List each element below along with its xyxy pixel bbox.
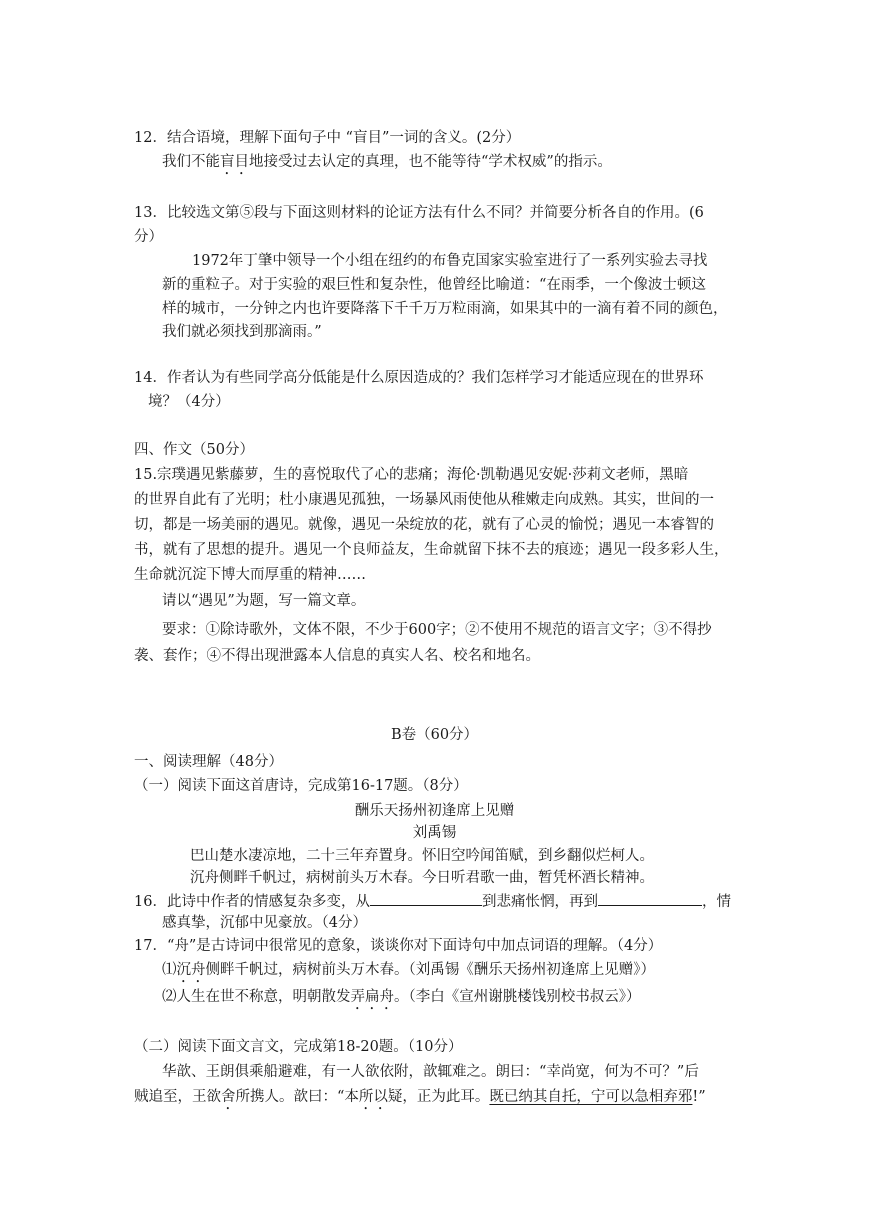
essay-text-line1: 15.宗璞遇见紫藤萝，生的喜悦取代了心的悲痛；海伦·凯勒遇见安妮·莎莉文老师，黑暗 [134, 467, 689, 483]
q13-material-line2: 新的重粒子。对于实验的艰巨性和复杂性，他曾经比喻道：“在雨季，一个像波士顿这 [162, 277, 706, 293]
poem-line1: 巴山楚水凄凉地，二十三年弃置身。怀旧空吟闻笛赋，到乡翻似烂柯人。 [190, 848, 654, 864]
q16-line2: 感真挚，沉郁中见豪放。（4分） [162, 915, 367, 931]
classical-dotted-1: 舍 [221, 1089, 236, 1105]
classical-dotted-2: 所以 [358, 1089, 388, 1105]
q12-dotted-word: 盲目 [220, 154, 249, 170]
classical-text-line2: 贼追至，王欲舍所携人。歆曰：“本所以疑，正为此耳。既已纳其自托，宁可以急相弃邪!” [134, 1089, 706, 1105]
essay-text-line4: 书，就有了思想的提升。遇见一个良师益友，生命就留下抹不去的痕迹；遇见一段多彩人生， [134, 542, 729, 558]
essay-text-line5: 生命就沉淀下博大而厚重的精神…… [134, 567, 366, 583]
classical-underlined-sentence: 既已纳其自托，宁可以急相弃邪 [489, 1089, 693, 1105]
q13-material-line4: 我们就必须找到那滴雨。” [162, 324, 322, 340]
q13-material-line1: 1972年丁肇中领导一个小组在纽约的布鲁克国家实验室进行了一系列实验去寻找 [192, 253, 708, 269]
part-b-title: B卷（60分） [390, 727, 479, 743]
q17-line1: 17．“舟”是古诗词中很常见的意象，谈谈你对下面诗句中加点词语的理解。（4分） [134, 938, 663, 954]
q12-line2: 我们不能盲目地接受过去认定的真理，也不能等待“学术权威”的指示。 [162, 154, 612, 170]
q13-line1: 13．比较选文第⑤段与下面这则材料的论证方法有什么不同？并简要分析各自的作用。(6 [134, 205, 704, 221]
essay-prompt: 请以“遇见”为题，写一篇文章。 [162, 593, 366, 609]
q16-line1: 16．此诗中作者的情感复杂多变，从 到悲痛怅惘，再到 ，情 [134, 891, 731, 912]
poem-author: 刘禹锡 [412, 825, 457, 841]
essay-heading: 四、作文（50分） [134, 442, 254, 458]
poem-title: 酬乐天扬州初逢席上见赠 [354, 803, 515, 819]
q13-line2: 分） [134, 229, 163, 245]
essay-requirements-line1: 要求：①除诗歌外，文体不限，不少于600字；②不使用不规范的语言文字；③不得抄 [162, 622, 712, 638]
sub1-heading: （一）阅读下面这首唐诗，完成第16-17题。（8分） [134, 778, 468, 794]
q14-line1: 14．作者认为有些同学高分低能是什么原因造成的？我们怎样学习才能适应现在的世界环 [134, 370, 704, 386]
essay-text-line2: 的世界自此有了光明；杜小康遇见孤独，一场暴风雨使他从稚嫩走向成熟。其实，世间的一 [134, 492, 714, 508]
q17-item1-dotted: 沉舟 [176, 962, 206, 978]
q16-blank-2[interactable] [598, 891, 702, 906]
poem-line2: 沉舟侧畔千帆过，病树前头万木春。今日听君歌一曲，暂凭杯酒长精神。 [190, 870, 654, 886]
q17-item2-dotted: 弄扁舟 [350, 989, 394, 1005]
q14-line2: 境？（4分） [148, 394, 230, 410]
q17-item2: ⑵人生在世不称意，明朝散发弄扁舟。（李白《宣州谢朓楼饯别校书叔云》） [162, 989, 641, 1005]
q17-item1: ⑴沉舟侧畔千帆过，病树前头万木春。（刘禹锡《酬乐天扬州初逢席上见赠》） [162, 962, 655, 978]
q13-material-line3: 样的城市，一分钟之内也许要降落下千千万万粒雨滴，如果其中的一滴有着不同的颜色， [162, 301, 728, 317]
q16-blank-1[interactable] [370, 891, 482, 906]
sub2-heading: （二）阅读下面文言文，完成第18-20题。（10分） [134, 1039, 463, 1055]
q12-line1: 12．结合语境，理解下面句子中 “盲目”一词的含义。(2分） [134, 130, 521, 146]
classical-text-line1: 华歆、王朗俱乘船避难，有一人欲依附，歆辄难之。朗曰：“幸尚宽，何为不可？”后 [162, 1064, 699, 1080]
section1-heading: 一、阅读理解（48分） [134, 754, 283, 770]
essay-text-line3: 切，都是一场美丽的遇见。就像，遇见一朵绽放的花，就有了心灵的愉悦；遇见一本睿智的 [134, 517, 714, 533]
essay-requirements-line2: 袭、套作；④不得出现泄露本人信息的真实人名、校名和地名。 [134, 648, 540, 664]
